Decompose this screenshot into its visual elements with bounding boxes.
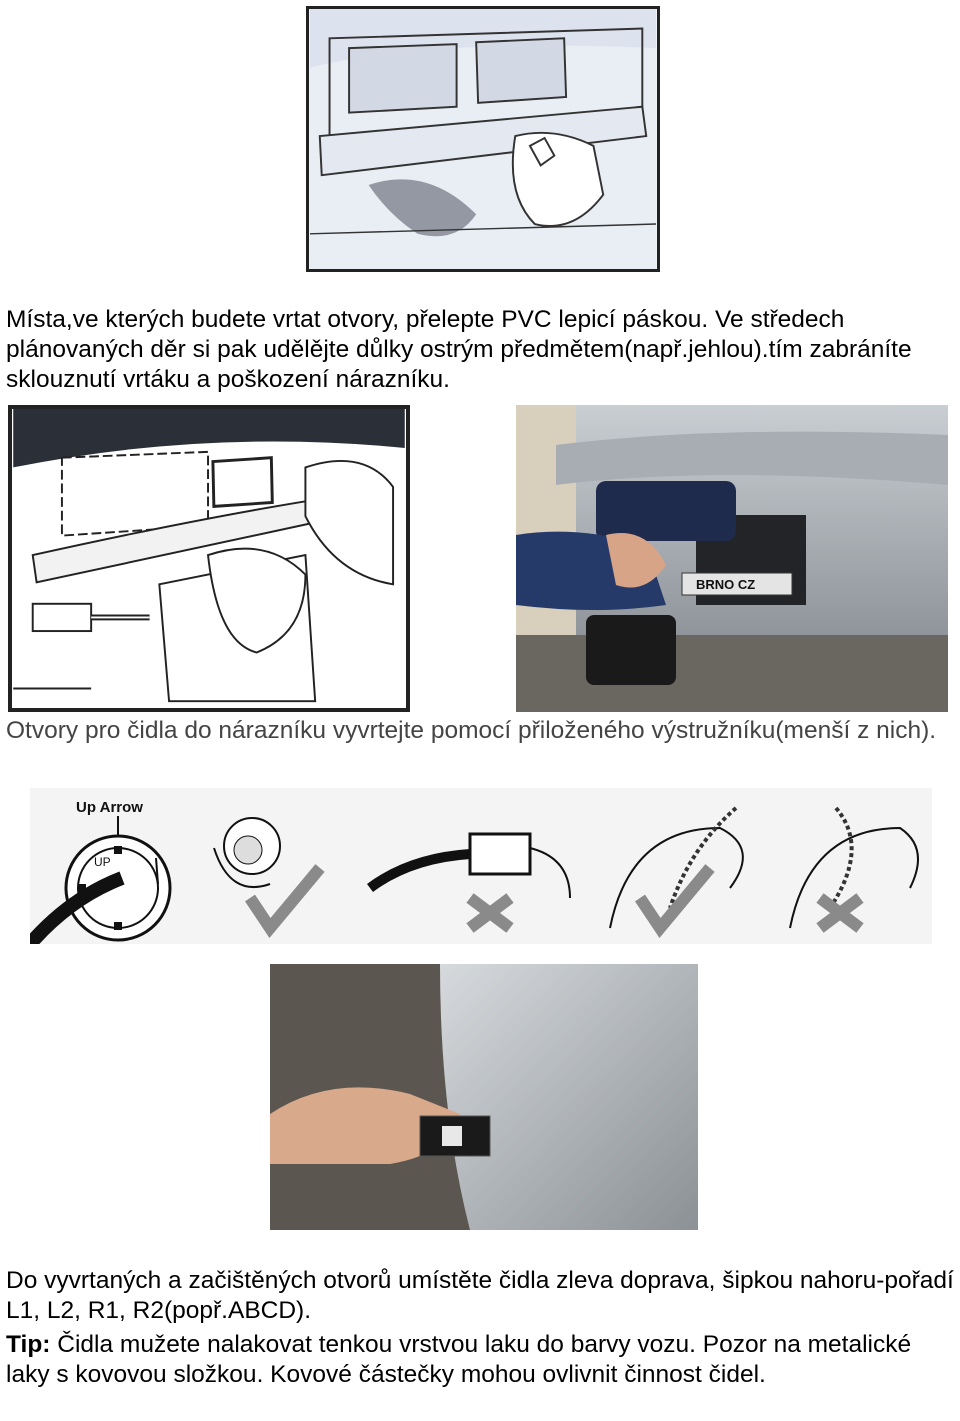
tip-paragraph	[6, 1330, 956, 1390]
tip-text: Čidla mužete nalakovat tenkou vrstvou laku do barvy vozu. Pozor na metalické laky s kovovou složkou. Kovové částečky mohou ovlivnit činnost čidel.	[6, 1331, 912, 1388]
instruction-place-sensors: Do vyvrtaných a začištěných otvorů umístěte čidla zleva doprava, šipkou nahoru-pořadí L1, L2, R1, R2(popř.ABCD).	[6, 1267, 954, 1324]
license-plate-text: BRNO CZ	[696, 577, 756, 592]
tip-label: Tip:	[6, 1331, 51, 1358]
instruction-drill-holes: Otvory pro čidla do nárazníku vyvrtejte pomocí přiloženého výstružníku(menší z nich).	[6, 717, 937, 744]
up-mark-label: UP	[94, 855, 111, 869]
photo-drilling-bumper	[516, 405, 948, 712]
photo-inserting-sensor	[270, 964, 698, 1230]
up-arrow-caption: Up Arrow	[76, 799, 143, 816]
bumper-tape-illustration	[309, 9, 657, 269]
drill-bumper-illustration	[12, 409, 406, 708]
inserting-sensor-illustration	[270, 964, 698, 1230]
sensor-orientation-diagram	[30, 788, 932, 944]
figure-sensor-orientation	[30, 788, 932, 944]
figure-drill-drawing	[8, 405, 410, 712]
instruction-tape-and-mark: Místa,ve kterých budete vrtat otvory, přelepte PVC lepicí páskou. Ve středech plánovaných děr si pak udělějte důlky ostrým předmětem(např.jehlou).tím zabráníte sklouznutí vrtáku a poškození nárazníku.	[6, 306, 912, 393]
figure-bumper-tape-drawing	[306, 6, 660, 272]
drilling-photo-illustration	[516, 405, 948, 712]
